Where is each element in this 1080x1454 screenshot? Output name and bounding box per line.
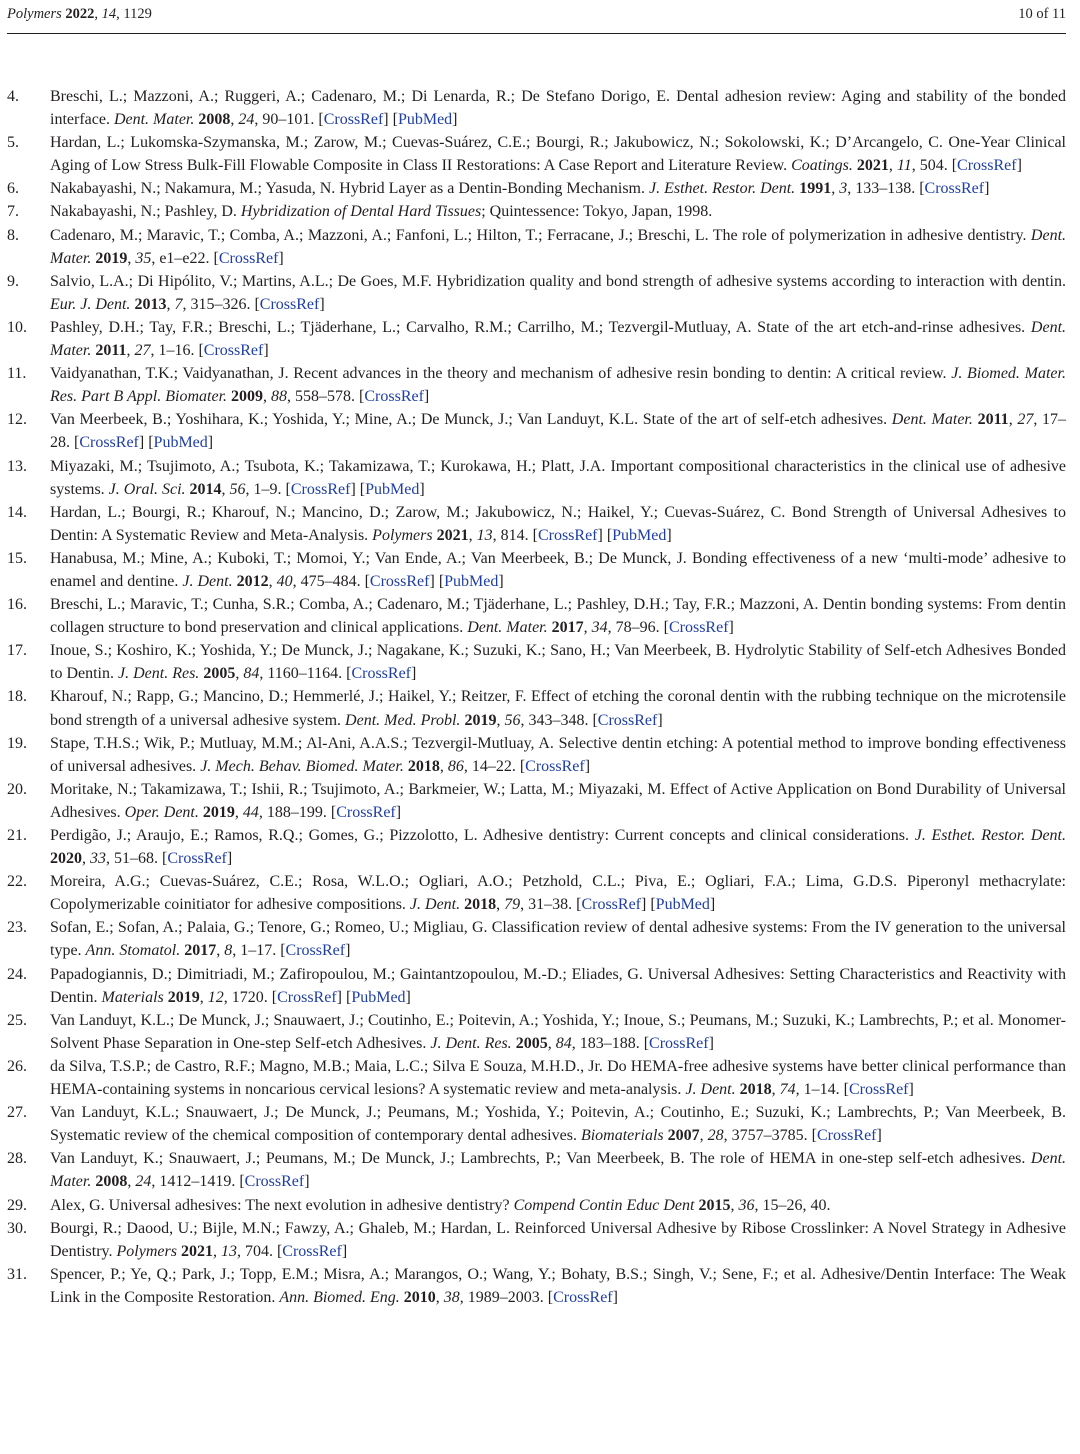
reference-journal: J. Dent. (182, 572, 233, 590)
reference-title: Selective dentin etching: A potential method to improve bonding effectiveness of universal adhesives. (50, 734, 1066, 775)
reference-pages: 90–101 (262, 111, 311, 129)
reference-item (7, 200, 1066, 223)
reference-year: 2008 (95, 1173, 128, 1191)
crossref-link[interactable]: CrossRef (537, 526, 598, 544)
reference-year: 2018 (407, 757, 440, 775)
crossref-link[interactable]: CrossRef (369, 572, 430, 590)
crossref-link[interactable]: CrossRef (351, 665, 412, 683)
reference-volume: 13 (220, 1242, 237, 1260)
reference-number: 27. (7, 1104, 27, 1122)
reference-pages: 315–326 (190, 295, 247, 313)
crossref-link[interactable]: CrossRef (924, 180, 985, 198)
reference-authors: da Silva, T.S.P.; de Castro, R.F.; Magno, M.B.; Maia, L.C.; Silva E Souza, M.H.D., Jr. (50, 1057, 608, 1075)
reference-title: One-Year Clinical Aging of Low Stress Bulk-Fill Flowable Composite in Class II Restorations: A Case Report and Literature Review. (50, 134, 1067, 175)
reference-pages: 1160–1164 (267, 665, 339, 683)
reference-year: 2021 (436, 526, 469, 544)
reference-publisher: ; Quintessence: Tokyo, Japan, 1998. (481, 203, 713, 221)
reference-item: 28. Van Landuyt, K.; Snauwaert, J.; Peumans, M.; De Munck, J.; Lambrechts, P.; Van Meerbeek, B. The role of HEMA in one-step self-etch adhesives. Dent. Mater. 2008, 24, 1412–1419. [CrossRef] (7, 1147, 1066, 1193)
crossref-link[interactable]: CrossRef (244, 1173, 305, 1191)
reference-title: Hydrolytic Stability of Self-etch Adhesives Bonded to Dentin. (50, 642, 1067, 683)
reference-pages: 51–68 (114, 850, 154, 868)
crossref-link[interactable]: CrossRef (364, 388, 424, 406)
article-number: 1129 (123, 6, 152, 22)
reference-volume: 88 (271, 388, 288, 406)
reference-volume: 36 (738, 1196, 755, 1214)
reference-authors: Breschi, L.; Mazzoni, A.; Ruggeri, A.; Cadenaro, M.; Di Lenarda, R.; De Stefano Dorigo, E. (50, 88, 677, 105)
reference-journal: J. Dent. (409, 896, 461, 914)
reference-item: 12. Van Meerbeek, B.; Yoshihara, K.; Yoshida, Y.; Mine, A.; De Munck, J.; Van Landuyt, K.L. State of the art of self-etch adhesives. Dent. Mater. 2011, 27, 17–28. [CrossRef] [PubMed] (7, 408, 1066, 454)
reference-authors: Kharouf, N.; Rapp, G.; Mancino, D.; Hemmerlé, J.; Haikel, Y.; Reitzer, F. (50, 688, 531, 706)
reference-book-title: Hybridization of Dental Hard Tissues (240, 203, 482, 221)
reference-number: 5. (7, 134, 19, 152)
reference-title: Universal adhesives: The next evolution in adhesive dentistry? (108, 1196, 514, 1214)
reference-number: 15. (7, 549, 27, 567)
reference-pages: 188–199 (266, 803, 323, 821)
reference-authors: Stape, T.H.S.; Wik, P.; Mutluay, M.M.; Al-Ani, A.A.S.; Tezvergil-Mutluay, A. (50, 734, 559, 752)
reference-item: 6. Nakabayashi, N.; Nakamura, M.; Yasuda, N. Hybrid Layer as a Dentin-Bonding Mechanism. J. Esthet. Restor. Dent. 1991, 3, 133–138. [CrossRef] (7, 177, 1066, 200)
reference-title: The role of HEMA in one-step self-etch adhesives. (689, 1150, 1031, 1168)
crossref-link[interactable]: CrossRef (259, 295, 320, 313)
reference-year: 2019 (202, 803, 235, 821)
reference-year: 2010 (403, 1288, 436, 1306)
pubmed-link[interactable]: PubMed (397, 111, 453, 129)
reference-item: 31. Spencer, P.; Ye, Q.; Park, J.; Topp, E.M.; Misra, A.; Marangos, O.; Wang, Y.; Bohaty, B.S.; Singh, V.; Sene, F.; et al. Adhesive/Dentin Interface: The Weak Link in the Composite Restoration. Ann. Biomed. Eng. 2010, 38, 1989–2003. [CrossRef] (7, 1263, 1066, 1309)
reference-title: Classification review of dental adhesive systems: From the IV generation to the universal type. (50, 919, 1066, 960)
reference-volume: 79 (504, 896, 521, 914)
reference-pages: 343–348 (528, 711, 585, 729)
reference-authors: Moritake, N.; Takamizawa, T.; Ishii, R.; Tsujimoto, A.; Barkmeier, W.; Latta, M.; Miyazaki, M. (50, 780, 670, 798)
reference-volume: 84 (555, 1034, 572, 1052)
reference-year: 2005 (203, 665, 236, 683)
reference-volume: 7 (174, 295, 183, 313)
reference-year: 2007 (667, 1127, 700, 1145)
reference-authors: Alex, G. (50, 1196, 109, 1214)
reference-authors: Van Meerbeek, B.; Yoshihara, K.; Yoshida, Y.; Mine, A.; De Munck, J.; Van Landuyt, K.L. (50, 411, 643, 429)
reference-journal: Eur. J. Dent. (50, 295, 131, 313)
reference-title: Systematic review of the chemical composition of contemporary dental adhesives. (50, 1127, 581, 1145)
reference-item: 11. Vaidyanathan, T.K.; Vaidyanathan, J. Recent advances in the theory and mechanism of adhesive resin bonding to dentin: A critical review. J. Biomed. Mater. Res. Part B Appl. Biomater. 2009, 88, 558–578. [CrossRef] (7, 362, 1066, 408)
reference-item: 22. Moreira, A.G.; Cuevas-Suárez, C.E.; Rosa, W.L.O.; Ogliari, A.O.; Petzhold, C.L.; Piva, E.; Ogliari, F.A.; Lima, G.D.S. Piperonyl methacrylate: Copolymerizable coinitiator for adhesive compositions. J. Dent. 2018, 79, 31–38. [CrossRef] [PubMed] (7, 870, 1066, 916)
reference-year: 2011 (977, 411, 1009, 429)
crossref-link[interactable]: CrossRef (203, 342, 264, 360)
reference-authors: Hardan, L.; Bourgi, R.; Kharouf, N.; Mancino, D.; Zarow, M.; Jakubowicz, N.; Haikel, Y.; Cuevas-Suárez, C. (50, 503, 792, 521)
crossref-link[interactable]: CrossRef (323, 111, 384, 129)
reference-number: 20. (7, 780, 27, 798)
reference-authors: Cadenaro, M.; Maravic, T.; Comba, A.; Mazzoni, A.; Fanfoni, L.; Hilton, T.; Ferracane, J.; Breschi, L. (50, 226, 713, 244)
reference-journal: Materials (101, 988, 164, 1006)
reference-number: 6. (7, 180, 19, 198)
reference-volume: 56 (229, 480, 246, 498)
reference-number: 18. (7, 688, 27, 706)
reference-authors: Nakabayashi, N.; Pashley, D. (50, 203, 241, 221)
reference-authors: Hardan, L.; Lukomska-Szymanska, M.; Zarow, M.; Cuevas-Suárez, C.E.; Bourgi, R.; Jakubowicz, N.; Sokolowski, K.; D’Arcangelo, C. (50, 134, 949, 152)
reference-volume: 12 (207, 988, 224, 1006)
reference-journal: Ann. Stomatol. (85, 942, 181, 960)
reference-item: 15. Hanabusa, M.; Mine, A.; Kuboki, T.; Momoi, Y.; Van Ende, A.; Van Meerbeek, B.; De Munck, J. Bonding effectiveness of a new ‘multi-mode’ adhesive to enamel and dentine. J. Dent. 2012, 40, 475–484. [CrossRef] [PubMed] (7, 547, 1066, 593)
reference-volume: 86 (447, 757, 464, 775)
reference-authors: Salvio, L.A.; Di Hipólito, V.; Martins, A.L.; De Goes, M.F. (50, 272, 437, 290)
reference-pages: 504 (919, 157, 944, 175)
reference-item: 13. Miyazaki, M.; Tsujimoto, A.; Tsubota, K.; Takamizawa, T.; Kurokawa, H.; Platt, J.A. Important compositional characteristics in the clinical use of adhesive systems. J. Oral. Sci. 2014, 56, 1–9. [CrossRef] [PubMed] (7, 455, 1066, 501)
crossref-link[interactable]: CrossRef (597, 711, 658, 729)
reference-number: 10. (7, 318, 27, 336)
reference-year: 2021 (180, 1242, 213, 1260)
reference-authors: Spencer, P.; Ye, Q.; Park, J.; Topp, E.M.; Misra, A.; Marangos, O.; Wang, Y.; Bohaty, B.S.; Singh, V.; Sene, F.; et al. (50, 1265, 821, 1283)
reference-authors: Inoue, S.; Koshiro, K.; Yoshida, Y.; De Munck, J.; Nagakane, K.; Suzuki, K.; Sano, H.; Van Meerbeek, B. (50, 642, 735, 660)
journal-name: Polymers (7, 6, 62, 22)
reference-pages: 133–138 (855, 180, 912, 198)
reference-journal: Dent. Med. Probl. (345, 711, 461, 729)
crossref-link[interactable]: CrossRef (167, 850, 227, 868)
pubmed-link[interactable]: PubMed (444, 572, 499, 590)
reference-title: Adhesive dentistry: Current concepts and clinical considerations. (482, 827, 915, 844)
reference-authors: Vaidyanathan, T.K.; Vaidyanathan, J. (50, 365, 294, 383)
reference-year: 2015 (698, 1196, 731, 1214)
reference-year: 2020 (50, 850, 82, 868)
reference-volume: 8 (224, 942, 233, 960)
reference-volume: 38 (443, 1288, 460, 1306)
reference-volume: 33 (90, 850, 106, 868)
reference-pages: 15–26, 40 (762, 1196, 827, 1214)
reference-number: 23. (7, 919, 27, 937)
reference-authors: Sofan, E.; Sofan, A.; Palaia, G.; Tenore, G.; Romeo, U.; Migliau, G. (50, 919, 492, 937)
reference-item: 29. Alex, G. Universal adhesives: The next evolution in adhesive dentistry? Compend Contin Educ Dent 2015, 36, 15–26, 40. (7, 1194, 1066, 1217)
crossref-link[interactable]: CrossRef (218, 249, 279, 267)
reference-volume: 27 (134, 342, 151, 360)
reference-journal: J. Biomed. Mater. Res. Part B Appl. Biomater. (50, 365, 1066, 406)
reference-pages: 475–484 (300, 572, 357, 590)
reference-authors: Bourgi, R.; Daood, U.; Bijle, M.N.; Fawzy, A.; Ghaleb, M.; Hardan, L. (50, 1219, 515, 1237)
reference-journal: Coatings. (791, 157, 853, 175)
reference-title: Important compositional characteristics in the clinical use of adhesive systems. (50, 457, 1066, 498)
pubmed-link[interactable]: PubMed (612, 526, 667, 544)
reference-year: 2012 (236, 572, 269, 590)
reference-title: State of the art of self-etch adhesives. (642, 411, 892, 429)
crossref-link[interactable]: CrossRef (553, 1288, 613, 1306)
reference-pages: 31–38 (528, 896, 569, 914)
reference-title: Bond Strength of Universal Adhesives to Dentin: A Systematic Review and Meta-Analysis. (50, 503, 1067, 544)
reference-journal: Dent. Mater. (50, 318, 1067, 360)
running-head: Polymers 2022, 14, 1129 (7, 6, 152, 22)
reference-volume: 27 (1017, 411, 1034, 429)
reference-title: The role of polymerization in adhesive dentistry. (712, 226, 1031, 244)
reference-item: 5. Hardan, L.; Lukomska-Szymanska, M.; Zarow, M.; Cuevas-Suárez, C.E.; Bourgi, R.; Jakubowicz, N.; Sokolowski, K.; D’Arcangelo, C. One-Year Clinical Aging of Low Stress Bulk-Fill Flowable Composite in Class II Restorations: A Case Report and Literature Review. Coatings. 2021, 11, 504. [CrossRef] (7, 131, 1066, 177)
reference-pages: 14–22 (471, 757, 512, 775)
reference-authors: Van Landuyt, K.L.; Snauwaert, J.; De Munck, J.; Peumans, M.; Yoshida, Y.; Poitevin, A.; Coutinho, E.; Suzuki, K.; Lambrechts, P.; Van Meerbeek, B. (50, 1104, 1066, 1122)
reference-item: 8. Cadenaro, M.; Maravic, T.; Comba, A.; Mazzoni, A.; Fanfoni, L.; Hilton, T.; Ferracane, J.; Breschi, L. The role of polymerization in adhesive dentistry. Dent. Mater. 2019, 35, e1–e22. [CrossRef] (7, 224, 1066, 270)
crossref-link[interactable]: CrossRef (957, 157, 1017, 175)
reference-number: 11. (7, 365, 27, 383)
crossref-link[interactable]: CrossRef (336, 803, 396, 821)
reference-title: Piperonyl methacrylate: Copolymerizable coinitiator for adhesive compositions. (50, 873, 1067, 914)
reference-volume: 56 (504, 711, 521, 729)
reference-pages: 1–16 (158, 342, 191, 360)
reference-item: 24. Papadogiannis, D.; Dimitriadi, M.; Zafiropoulou, M.; Gaintantzopoulou, M.-D.; Eliades, G. Universal Adhesives: Setting Characteristics and Reactivity with Dentin. Materials 2019, 12, 1720. [CrossRef] [PubMed] (7, 963, 1066, 1009)
reference-year: 2014 (189, 480, 222, 498)
pubmed-link[interactable]: PubMed (655, 896, 710, 914)
reference-item: 9. Salvio, L.A.; Di Hipólito, V.; Martins, A.L.; De Goes, M.F. Hybridization quality and bond strength of adhesive systems according to interaction with dentin. Eur. J. Dent. 2013, 7, 315–326. [CrossRef] (7, 270, 1066, 316)
reference-journal: Oper. Dent. (124, 803, 199, 821)
reference-title: Hybridization quality and bond strength of adhesive systems according to interaction with dentin. (436, 272, 1066, 290)
reference-volume: 74 (779, 1081, 796, 1099)
crossref-link[interactable]: CrossRef (277, 988, 337, 1006)
reference-item: 27. Van Landuyt, K.L.; Snauwaert, J.; De Munck, J.; Peumans, M.; Yoshida, Y.; Poitevin, A.; Coutinho, E.; Suzuki, K.; Lambrechts, P.; Van Meerbeek, B. Systematic review of the chemical composition of contemporary dental adhesives. Biomaterials 2007, 28, 3757–3785. [CrossRef] (7, 1101, 1066, 1147)
reference-pages: 17–28 (50, 411, 1067, 452)
reference-journal: Ann. Biomed. Eng. (279, 1288, 400, 1306)
reference-pages: 1–17 (240, 942, 273, 960)
reference-title: State of the art etch-and-rinse adhesives. (757, 318, 1031, 336)
reference-pages: 1–14 (803, 1081, 836, 1099)
reference-pages: 1–9 (253, 480, 278, 498)
reference-volume: 24 (135, 1173, 152, 1191)
crossref-link[interactable]: CrossRef (816, 1127, 877, 1145)
pubmed-link[interactable]: PubMed (153, 434, 208, 452)
reference-authors: Hanabusa, M.; Mine, A.; Kuboki, T.; Momoi, Y.; Van Ende, A.; Van Meerbeek, B.; De Munck, J. (50, 549, 692, 567)
reference-title: Universal Adhesives: Setting Characteristics and Reactivity with Dentin. (50, 965, 1066, 1006)
journal-year: 2022 (65, 6, 95, 22)
journal-volume: 14 (101, 6, 117, 22)
reference-journal: J. Dent. Res. (118, 665, 200, 683)
reference-number: 28. (7, 1150, 27, 1168)
reference-authors: Miyazaki, M.; Tsujimoto, A.; Tsubota, K.; Takamizawa, T.; Kurokawa, H.; Platt, J.A. (50, 457, 611, 475)
reference-item: 19. Stape, T.H.S.; Wik, P.; Mutluay, M.M.; Al-Ani, A.A.S.; Tezvergil-Mutluay, A. Selective dentin etching: A potential method to improve bonding effectiveness of universal adhesives. J. Mech. Behav. Biomed. Mater. 2018, 86, 14–22. [CrossRef] (7, 732, 1066, 778)
reference-number: 25. (7, 1011, 27, 1029)
crossref-link[interactable]: CrossRef (79, 434, 139, 452)
reference-authors: Pashley, D.H.; Tay, F.R.; Breschi, L.; Tjäderhane, L.; Carvalho, R.M.; Carrilho, M.; Tezvergil-Mutluay, A. (50, 318, 758, 336)
reference-volume: 28 (707, 1127, 724, 1145)
reference-item: 10. Pashley, D.H.; Tay, F.R.; Breschi, L.; Tjäderhane, L.; Carvalho, R.M.; Carrilho, M.; Tezvergil-Mutluay, A. State of the art etch-and-rinse adhesives. Dent. Mater. 2011, 27, 1–16. [CrossRef] (7, 316, 1066, 362)
reference-year: 2011 (95, 342, 127, 360)
reference-number: 17. (7, 642, 27, 660)
reference-year: 1991 (799, 180, 832, 198)
crossref-link[interactable]: CrossRef (581, 896, 642, 914)
reference-item: 16. Breschi, L.; Maravic, T.; Cunha, S.R.; Comba, A.; Cadenaro, M.; Tjäderhane, L.; Pashley, D.H.; Tay, F.R.; Mazzoni, A. Dentin bonding systems: From dentin collagen structure to bond preservation and clinical applications. Dent. Mater. 2017, 34, 78–96. [CrossRef] (7, 593, 1066, 639)
reference-authors: Breschi, L.; Maravic, T.; Cunha, S.R.; Comba, A.; Cadenaro, M.; Tjäderhane, L.; Pashley, D.H.; Tay, F.R.; Mazzoni, A. (50, 596, 823, 614)
crossref-link[interactable]: CrossRef (649, 1034, 709, 1052)
reference-title: Effect of Active Application on Bond Durability of Universal Adhesives. (50, 780, 1066, 821)
reference-number: 31. (7, 1265, 27, 1283)
reference-volume: 34 (591, 619, 608, 637)
reference-volume: 35 (135, 249, 152, 267)
reference-item: 18. Kharouf, N.; Rapp, G.; Mancino, D.; Hemmerlé, J.; Haikel, Y.; Reitzer, F. Effect of etching the coronal dentin with the rubbing technique on the microtensile bond strength of a universal adhesive system. Dent. Med. Probl. 2019, 56, 343–348. [CrossRef] (7, 685, 1066, 731)
reference-journal: J. Dent. Res. (430, 1034, 512, 1052)
reference-journal: Dent. Mater. (891, 411, 973, 429)
reference-authors: Van Landuyt, K.L.; De Munck, J.; Snauwaert, J.; Coutinho, E.; Poitevin, A.; Yoshida, Y.; Inoue, S.; Peumans, M.; Suzuki, K.; Lambrechts, P.; et al. (50, 1011, 998, 1029)
reference-item: 21. Perdigão, J.; Araujo, E.; Ramos, R.Q.; Gomes, G.; Pizzolotto, L. Adhesive dentistry: Current concepts and clinical considerations. J. Esthet. Restor. Dent. 2020, 33, 51–68. [CrossRef] (7, 824, 1066, 870)
crossref-link[interactable]: CrossRef (290, 480, 351, 498)
reference-item: 14. Hardan, L.; Bourgi, R.; Kharouf, N.; Mancino, D.; Zarow, M.; Jakubowicz, N.; Haikel, Y.; Cuevas-Suárez, C. Bond Strength of Universal Adhesives to Dentin: A Systematic Review and Meta-Analysis. Polymers 2021, 13, 814. [CrossRef] [PubMed] (7, 501, 1066, 547)
reference-volume: 11 (896, 157, 912, 175)
reference-year: 2013 (134, 295, 167, 313)
reference-pages: 1412–1419 (159, 1173, 232, 1191)
reference-number: 13. (7, 457, 27, 475)
reference-authors: Van Landuyt, K.; Snauwaert, J.; Peumans, M.; De Munck, J.; Lambrechts, P.; Van Meerbeek, B. (50, 1150, 690, 1168)
reference-title: Dental adhesion review: Aging and stability of the bonded interface. (50, 88, 1067, 129)
reference-number: 30. (7, 1219, 27, 1237)
reference-number: 19. (7, 734, 27, 752)
reference-volume: 13 (476, 526, 493, 544)
reference-title: Adhesive/Dentin Interface: The Weak Link in the Composite Restoration. (50, 1265, 1066, 1306)
reference-year: 2017 (551, 619, 584, 637)
reference-item: 17. Inoue, S.; Koshiro, K.; Yoshida, Y.; De Munck, J.; Nagakane, K.; Suzuki, K.; Sano, H.; Van Meerbeek, B. Hydrolytic Stability of Self-etch Adhesives Bonded to Dentin. J. Dent. Res. 2005, 84, 1160–1164. [CrossRef] (7, 639, 1066, 685)
reference-journal: Compend Contin Educ Dent (513, 1196, 695, 1214)
reference-year: 2018 (739, 1081, 772, 1099)
reference-year: 2008 (198, 111, 231, 129)
reference-title: Hybrid Layer as a Dentin-Bonding Mechanism. (339, 180, 649, 198)
reference-journal: Dent. Mater. (50, 226, 1067, 267)
reference-authors: Papadogiannis, D.; Dimitriadi, M.; Zafiropoulou, M.; Gaintantzopoulou, M.-D.; Eliades, G. (50, 965, 648, 983)
reference-number: 22. (7, 873, 27, 891)
reference-number: 14. (7, 503, 27, 521)
reference-journal: Biomaterials (580, 1127, 664, 1145)
reference-pages: 558–578 (295, 388, 352, 406)
reference-number: 26. (7, 1057, 27, 1075)
crossref-link[interactable]: CrossRef (668, 619, 729, 637)
reference-number: 7. (7, 203, 19, 221)
reference-pages: 1720 (231, 988, 264, 1006)
reference-journal: Dent. Mater. (50, 1150, 1067, 1191)
reference-volume: 3 (839, 180, 848, 198)
reference-year: 2005 (515, 1034, 548, 1052)
reference-item: 20. Moritake, N.; Takamizawa, T.; Ishii, R.; Tsujimoto, A.; Barkmeier, W.; Latta, M.; Miyazaki, M. Effect of Active Application on Bond Durability of Universal Adhesives. Oper. Dent. 2019, 44, 188–199. [CrossRef] (7, 778, 1066, 824)
reference-year: 2009 (231, 388, 264, 406)
reference-journal: Polymers (116, 1242, 177, 1260)
reference-journal: Dent. Mater. (467, 619, 548, 637)
reference-year: 2021 (856, 157, 889, 175)
reference-number: 8. (7, 226, 19, 244)
reference-year: 2019 (95, 249, 128, 267)
reference-pages: 78–96 (615, 619, 656, 637)
reference-pages: 1989–2003 (467, 1288, 540, 1306)
reference-authors: Moreira, A.G.; Cuevas-Suárez, C.E.; Rosa, W.L.O.; Ogliari, A.O.; Petzhold, C.L.; Piva, E.; Ogliari, F.A.; Lima, G.D.S. (50, 873, 907, 891)
reference-item: 25. Van Landuyt, K.L.; De Munck, J.; Snauwaert, J.; Coutinho, E.; Poitevin, A.; Yoshida, Y.; Inoue, S.; Peumans, M.; Suzuki, K.; Lambrechts, P.; et al. Monomer-Solvent Phase Separation in One-step Self-etch Adhesives. J. Dent. Res. 2005, 84, 183–188. [CrossRef] (7, 1009, 1066, 1055)
reference-title: Reinforced Universal Adhesive by Ribose Crosslinker: A Novel Strategy in Adhesive Dentistry. (50, 1219, 1066, 1260)
reference-number: 24. (7, 965, 27, 983)
reference-year: 2019 (464, 711, 497, 729)
reference-title: Effect of etching the coronal dentin with the rubbing technique on the microtensile bond strength of a universal adhesive system. (50, 688, 1066, 729)
reference-item: 23. Sofan, E.; Sofan, A.; Palaia, G.; Tenore, G.; Romeo, U.; Migliau, G. Classification review of dental adhesive systems: From the IV generation to the universal type. Ann. Stomatol. 2017, 8, 1–17. [CrossRef] (7, 916, 1066, 962)
crossref-link[interactable]: CrossRef (282, 1242, 342, 1260)
reference-pages: 704 (244, 1242, 269, 1260)
crossref-link[interactable]: CrossRef (525, 757, 585, 775)
reference-pages: 183–188 (579, 1034, 636, 1052)
crossref-link[interactable]: CrossRef (285, 942, 346, 960)
reference-title: Monomer-Solvent Phase Separation in One-step Self-etch Adhesives. (50, 1011, 1066, 1052)
reference-item: 30. Bourgi, R.; Daood, U.; Bijle, M.N.; Fawzy, A.; Ghaleb, M.; Hardan, L. Reinforced Universal Adhesive by Ribose Crosslinker: A Novel Strategy in Adhesive Dentistry. Polymers 2021, 13, 704. [CrossRef] (7, 1217, 1066, 1263)
reference-volume: 24 (238, 111, 255, 129)
reference-pages: 814 (500, 526, 525, 544)
reference-journal: J. Esthet. Restor. Dent. (648, 180, 796, 198)
pubmed-link[interactable]: PubMed (365, 480, 420, 498)
reference-authors: Nakabayashi, N.; Nakamura, M.; Yasuda, N. (50, 180, 340, 198)
reference-number: 4. (7, 88, 19, 105)
reference-item: 26. da Silva, T.S.P.; de Castro, R.F.; Magno, M.B.; Maia, L.C.; Silva E Souza, M.H.D., Jr. Do HEMA-free adhesive systems have better clinical performance than HEMA-containing systems in noncarious cervical lesions? A systematic review and meta-analysis. J. Dent. 2018, 74, 1–14. [CrossRef] (7, 1055, 1066, 1101)
reference-number: 16. (7, 596, 27, 614)
reference-title: Do HEMA-free adhesive systems have better clinical performance than HEMA-containing systems in noncarious cervical lesions? A systematic review and meta-analysis. (50, 1057, 1067, 1099)
reference-number: 29. (7, 1196, 27, 1214)
reference-journal: J. Mech. Behav. Biomed. Mater. (200, 757, 404, 775)
reference-volume: 84 (243, 665, 260, 683)
reference-journal: Dent. Mater. (113, 111, 195, 129)
page-header (7, 0, 1066, 28)
reference-number: 9. (7, 272, 19, 290)
reference-journal: Polymers (372, 526, 433, 544)
reference-authors: Perdigão, J.; Araujo, E.; Ramos, R.Q.; Gomes, G.; Pizzolotto, L. (50, 827, 483, 844)
reference-number: 21. (7, 827, 27, 844)
reference-journal: J. Esthet. Restor. Dent. (914, 827, 1067, 844)
reference-year: 2019 (167, 988, 200, 1006)
reference-journal: J. Dent. (685, 1081, 736, 1099)
crossref-link[interactable]: CrossRef (848, 1081, 909, 1099)
reference-volume: 40 (276, 572, 293, 590)
reference-title: Recent advances in the theory and mechanism of adhesive resin bonding to dentin: A critical review. (293, 365, 952, 383)
reference-item: 4. Breschi, L.; Mazzoni, A.; Ruggeri, A.; Cadenaro, M.; Di Lenarda, R.; De Stefano Dorigo, E. Dental adhesion review: Aging and stability of the bonded interface. Dent. Mater. 2008, 24, 90–101. [CrossRef] [PubMed] (7, 85, 1066, 131)
header-rule (7, 33, 1066, 34)
reference-title: Dentin bonding systems: From dentin collagen structure to bond preservation and clinical applications. (50, 596, 1066, 637)
reference-year: 2018 (464, 896, 497, 914)
page-number: 10 of 11 (1018, 6, 1066, 22)
reference-year: 2017 (184, 942, 217, 960)
reference-number: 12. (7, 411, 27, 429)
pubmed-link[interactable]: PubMed (351, 988, 406, 1006)
reference-journal: J. Oral. Sci. (108, 480, 186, 498)
reference-volume: 44 (242, 803, 259, 821)
reference-title: Bonding effectiveness of a new ‘multi-mode’ adhesive to enamel and dentine. (50, 549, 1067, 590)
reference-list (7, 85, 1066, 1309)
reference-pages: 3757–3785 (731, 1127, 804, 1145)
reference-pages: e1–e22 (159, 249, 206, 267)
